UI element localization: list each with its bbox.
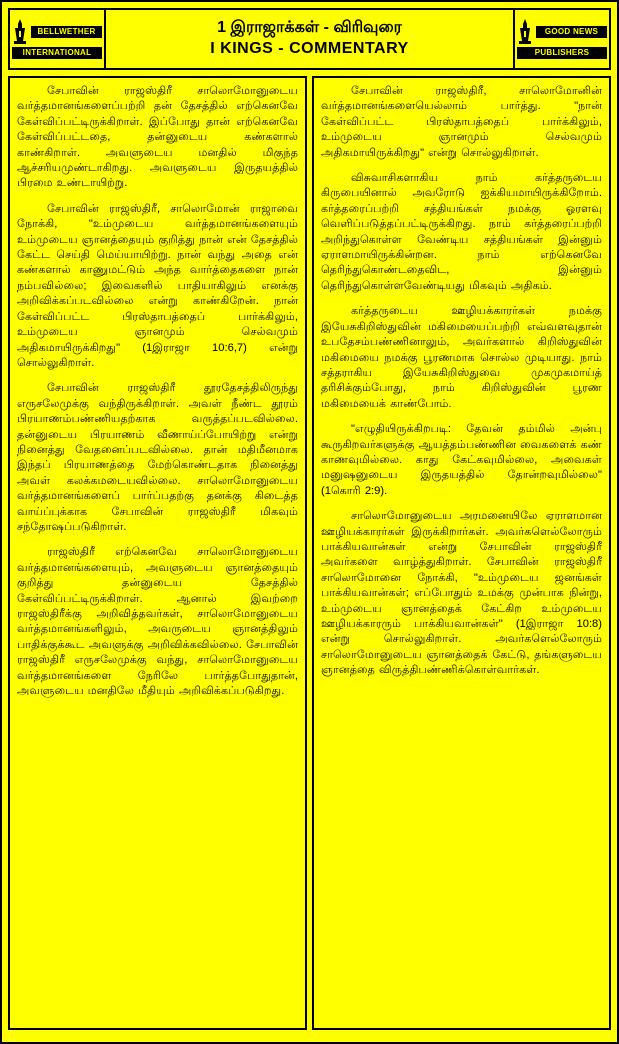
logo-line-1: BELLWETHER xyxy=(31,26,102,38)
tower-icon xyxy=(12,19,28,45)
document-title-block xyxy=(106,10,513,68)
paragraph: கர்த்தருடைய ஊழியக்காரர்கள் நமக்கு இயேசுகிறிஸ்துவின் மகிமையைப்பற்றி எவ்வளவுதான் உபதேசம்பண்ணினாலும், அவர்களால் கிறிஸ்துவின் மகிமையை நமக்கு பூரணமாக சொல்ல முடியாது. நாம் சத்தராகிய இயேசுகிறிஸ்துவை முகமுகமாய்த் தரிசிக்கும்போது, நாம் கிறிஸ்துவின் பூரண மகிமையைக் காண்போம். xyxy=(321,305,602,410)
title-tamil: 1 இராஜாக்கள் - விரிவுரை xyxy=(217,19,402,36)
paragraph: சேபாவின் ராஜஸ்திரீ, சாலொமோன் ராஜாவை நோக்கி, "உம்முடைய வர்த்தமானங்களையும் உம்முடைய ஞானத்தையும் குறித்து நான் என் தேசத்தில் கேட்ட செய்தி மெய்யாயிற்று. நான் வந்து அதை என் கண்களால் காணுமட்டும் அந்த வார்த்தைகளை நான் நம்பவில்லை; இவைகளில் பாதியாகிலும் எனக்கு அறிவிக்கப்படவில்லை என்று காண்கிறேன். நான் கேள்விப்பட்ட பிரஸ்தாபத்தைப் பார்க்கிலும், உம்முடைய ஞானமும் செல்வமும் அதிகமாயிருக்கிறது" (1இராஜா 10:6,7) என்று சொல்லுகிறாள். xyxy=(17,202,298,369)
paragraph: விசுவாசிகளாகிய நாம் கர்த்தருடைய கிருபையினால் அவரோடு ஐக்கியமாயிருக்கிறோம். கர்த்தரைப்பற்றி சத்தியங்கள் நமக்கு ஓரளவு வெளிப்படுத்தப்பட்டிருக்கிறது. நாம் கர்த்தரைப்பற்றி அறிந்துகொள்ள வேண்டிய சத்தியங்கள் இன்னும் ஏராளமாயிருக்கின்றன. நாம் எற்கெனவே தெரிந்துகொண்டதைவிட, இன்னும் தெரிந்துகொள்ளவேண்டியது மிகவும் அதிகம். xyxy=(321,172,602,292)
left-column xyxy=(8,76,307,1030)
logo-line-1: GOOD NEWS xyxy=(536,26,607,38)
bellwether-international-logo xyxy=(10,10,106,68)
tower-icon xyxy=(517,19,533,45)
title-english: I KINGS - COMMENTARY xyxy=(210,40,409,57)
paragraph: ராஜஸ்திரீ எற்கெனவே சாலொமோனுடைய வர்த்தமானங்களையும், அவளுடைய ஞானத்தையும் குறித்து தன்னுடைய தேசத்தில் கேள்விப்பட்டிருக்கிறாள். ஆனால் இவற்றை ராஜஸ்திரீக்கு அறிவித்தவர்கள், சாலொமோனுடைய வர்த்தமானங்களிலும், அவருடைய ஞானத்திலும் பாதிக்குக்கூட அவளுக்கு அறிவிக்கவில்லை. சேபாவின் ராஜஸ்திரீ எருசலேமுக்கு வந்து, சாலொமோனுடைய வர்த்தமானங்களை நேரிலே பார்த்தபோதுதான், அவளுடைய மனதிலே மீதியும் அறிவிக்கப்படுகிறது. xyxy=(17,546,298,698)
document-body xyxy=(8,76,611,1030)
paragraph: "எழுதியிருக்கிறபடி: தேவன் தம்மில் அன்பு கூருகிறவர்களுக்கு ஆயத்தம்பண்ணின வைகளைக் கண் காணவுமில்லை. காது கேட்கவுமில்லை, அவைகள் மனுஷனுடைய இருதயத்தில் தோன்றவுமில்லை" (1கொரி 2:9). xyxy=(321,423,602,497)
paragraph: சேபாவின் ராஜஸ்திரீ சாலொமோனுடைய வர்த்தமானங்களைப்பற்றி தன் தேசத்தில் எற்கெனவே கேள்விப்பட்டிருக்கிறாள். இப்போது தான் எற்கெனவே கேள்விப்பட்டதை, தன்னுடைய கண்களால் காண்கிறாள். அவளுடைய மனதில் மிகுந்த ஆச்சரியமுண்டாகிறது. அவளுடைய இருதயத்தில் பிரமை உண்டாயிற்று. xyxy=(17,85,298,190)
right-column xyxy=(312,76,611,1030)
document-header xyxy=(8,8,611,70)
paragraph: சாலொமோனுடைய அரமனையிலே ஏராளமான ஊழியக்காரர்கள் இருக்கிறார்கள். அவர்களெல்லோரும் பாக்கியவான்கள் என்று சேபாவின் ராஜஸ்திரீ அவர்களை வாழ்த்துகிறாள். சேபாவின் ராஜஸ்திரீ சாலொமோனை நோக்கி, "உம்முடைய ஜனங்கள் பாக்கியவான்கள்; எப்போதும் உமக்கு முன்பாக நின்று, உம்முடைய ஞானத்தைக் கேட்கிற உம்முடைய ஊழியக்காரரும் பாக்கியவான்கள்" (1இராஜா 10:8) என்று சொல்லுகிறாள். அவர்களெல்லோரும் சாலொமோனுடைய ஞானத்தைக் கேட்டு, தங்களுடைய ஞானத்தை விருத்திபண்ணிக்கொள்வார்கள். xyxy=(321,510,602,677)
good-news-publishers-logo xyxy=(513,10,609,68)
logo-line-2: INTERNATIONAL xyxy=(12,47,102,59)
paragraph: சேபாவின் ராஜஸ்திரீ தூரதேசத்திலிருந்து எருசலேமுக்கு வந்திருக்கிறாள். அவள் நீண்ட தூரம் பிரயாணம்பண்ணியதற்காக வருத்தப்படவில்லை. தன்னுடைய பிரயாணம் வீணாய்ப்போயிற்று என்று நினைத்து வேதனைப்படவில்லை. தான் மதிமீனமாக இந்தப் பிரயாணத்தை மேற்கொண்டதாக நினைத்து அவள் கலக்கமடையவில்லை. சாலொமோனுடைய வர்த்தமானங்களைப் பார்ப்பதற்கு தனக்கு கிடைத்த வாய்ப்புக்காக சேபாவின் ராஜஸ்திரீ மிகவும் சந்தோஷப்படுகிறாள். xyxy=(17,382,298,533)
logo-line-2: PUBLISHERS xyxy=(517,47,607,59)
paragraph: சேபாவின் ராஜஸ்திரீ, சாலொமோனின் வர்த்தமானங்களையெல்லாம் பார்த்து. "நான் கேள்விப்பட்ட பிரஸ்தாபத்தைப் பார்க்கிலும், உம்முடைய ஞானமும் செல்வமும் அதிகமாயிருக்கிறது" என்று சொல்லுகிறாள். xyxy=(321,85,602,159)
